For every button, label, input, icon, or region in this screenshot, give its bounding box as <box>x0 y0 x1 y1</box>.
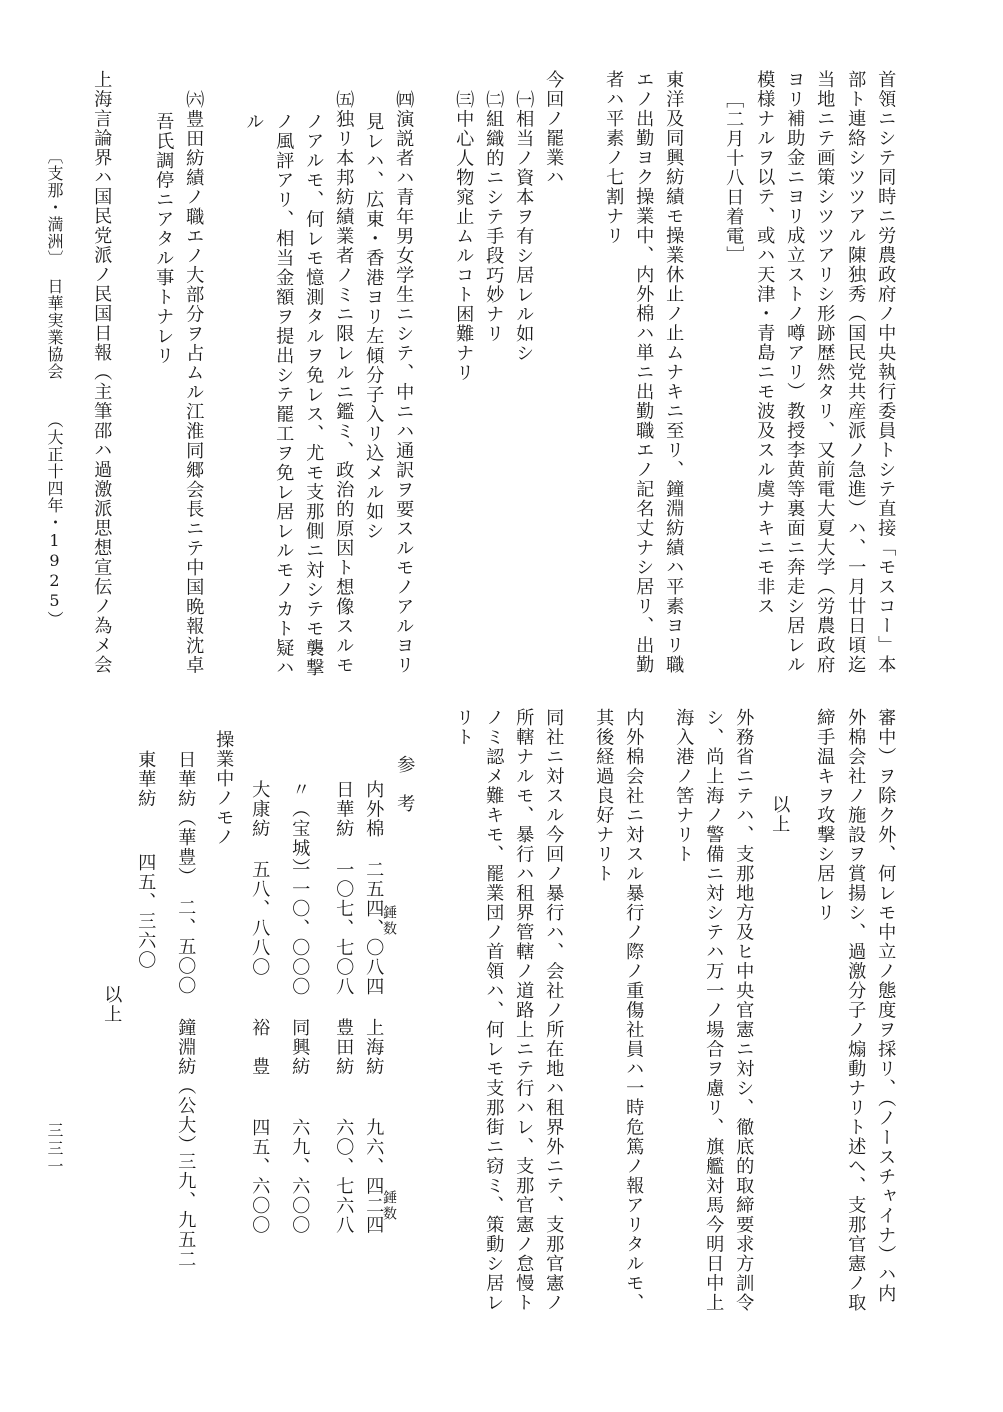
text-column: 今回ノ罷業ハ <box>543 70 565 187</box>
operating-label: 操業中ノモノ <box>213 730 235 847</box>
text-column: ノ風評アリ、相当金額ヲ提出シテ罷工ヲ免レ居レルモノカト疑ハ <box>273 112 295 678</box>
reference-row-value: 六九、六〇〇 <box>289 1118 311 1235</box>
text-column: ㈢中心人物窕止ムルコト困難ナリ <box>453 90 475 383</box>
reference-row-name: 日華紡（華豊） <box>175 750 197 887</box>
footer-date: （大正十四年・1925） <box>45 412 64 628</box>
reference-row-name: 裕 豊 <box>249 1018 271 1077</box>
reference-row-name: 豊田紡 <box>333 1018 355 1077</box>
reference-row-value: 三九、九五二 <box>175 1152 197 1269</box>
text-column: ［二月十八日着電］ <box>723 90 745 266</box>
footer-publisher: 日華実業協会 <box>45 278 64 380</box>
text-column: 吾氏調停ニアタル事トナレリ <box>153 112 175 366</box>
reference-row-value: 二、五〇〇 <box>175 898 197 996</box>
reference-unit: 錘数 <box>381 905 397 937</box>
reference-row-value: 五八、八八〇 <box>249 860 271 977</box>
page-number: 三三一 <box>45 1122 64 1176</box>
text-column: 者ハ平素ノ七割ナリ <box>603 70 625 246</box>
reference-row-name: 〃（宝城） <box>289 780 311 878</box>
text-column: ㈣演説者ハ青年男女学生ニシテ、中ニハ通訳ヲ要スルモノアルヨリ <box>393 90 415 675</box>
text-column: 首領ニシテ同時ニ労農政府ノ中央執行委員トシテ直接「モスコー」本 <box>875 70 897 675</box>
text-column: シ、尚上海ノ警備ニ対シテハ万一ノ場合ヲ慮リ、旗艦対馬今明日中上 <box>703 708 725 1313</box>
end-mark: 以上 <box>769 795 791 834</box>
footer-category: 〔支那・満洲〕 <box>45 148 64 267</box>
reference-row-name: 上海紡 <box>363 1018 385 1077</box>
text-column: 締手温キヲ攻撃シ居レリ <box>814 708 836 923</box>
text-column: ㈡組織的ニシテ手段巧妙ナリ <box>483 90 505 344</box>
reference-row-name: 東華紡 <box>135 750 157 809</box>
reference-row-value: 四五、六〇〇 <box>249 1118 271 1235</box>
reference-row-name: 鐘淵紡（公大） <box>175 1018 197 1155</box>
reference-row-value: 一〇七、七〇八 <box>333 860 355 997</box>
text-column: 同社ニ対スル今回ノ暴行ハ、会社ノ所在地ハ租界外ニテ、支那官憲ノ <box>543 708 565 1313</box>
reference-heading: 参 考 <box>394 755 416 814</box>
text-column: エノ出勤ヨク操業中、内外棉ハ単ニ出勤職エノ記名丈ナシ居リ、出勤 <box>633 70 655 675</box>
text-column: 所轄ナルモ、暴行ハ租界管轄ノ道路上ニテ行ハレ、支那官憲ノ怠慢ト <box>513 708 535 1313</box>
reference-row-value: 一一〇、〇〇〇 <box>289 860 311 997</box>
text-column: ノアルモ、何レモ憶測タルヲ免レス、尤モ支那側ニ対シテモ襲撃 <box>303 112 325 678</box>
reference-row-value: 四五、三六〇 <box>135 853 157 970</box>
reference-row-name: 大康紡 <box>249 780 271 839</box>
reference-row-name: 日華紡 <box>333 780 355 839</box>
text-column: ヨリ補助金ニヨリ成立ストノ噂アリ）教授李黄等裏面ニ奔走シ居レル <box>784 70 806 675</box>
reference-unit: 錘数 <box>381 1190 397 1222</box>
text-column: ル <box>243 112 265 132</box>
text-column: 内外棉会社ニ対スル暴行ノ際ノ重傷社員ハ一時危篤ノ報アリタルモ、 <box>623 708 645 1313</box>
text-column: 東洋及同興紡績モ操業休止ノ止ムナキニ至リ、鐘淵紡績ハ平素ヨリ職 <box>663 70 685 675</box>
end-mark: 以上 <box>101 985 123 1024</box>
text-column: 模様ナルヲ以テ、或ハ天津・青島ニモ波及スル虞ナキニモ非ス <box>754 70 776 616</box>
text-column: 其後経過良好ナリト <box>593 708 615 884</box>
text-column: ㈠相当ノ資本ヲ有シ居レル如シ <box>513 90 535 363</box>
reference-row-value: 二五四、〇八四 <box>363 860 385 997</box>
text-column: ノミ認メ難キモ、罷業団ノ首領ハ、何レモ支那街ニ窃ミ、策動シ居レ <box>483 708 505 1313</box>
reference-row-name: 内外棉 <box>363 780 385 839</box>
text-column: リト <box>453 708 475 747</box>
text-column: 外棉会社ノ施設ヲ賞揚シ、過激分子ノ煽動ナリト述ヘ、支那官憲ノ取 <box>845 708 867 1313</box>
reference-row-value: 九六、四二四 <box>363 1118 385 1235</box>
reference-row-value: 六〇、七六八 <box>333 1118 355 1235</box>
text-column: ㈥豊田紡績ノ職エノ大部分ヲ占ムル江淮同郷会長ニテ中国晩報沈卓 <box>183 90 205 675</box>
reference-row-name: 同興紡 <box>289 1018 311 1077</box>
text-column: 上海言論界ハ国民党派ノ民国日報（主筆邵ハ過激派思想宣伝ノ為メ会 <box>91 70 113 675</box>
text-column: 見レハ、広東・香港ヨリ左傾分子入リ込メル如シ <box>363 112 385 541</box>
text-column: 外務省ニテハ、支那地方及ヒ中央官憲ニ対シ、徹底的取締要求方訓令 <box>733 708 755 1313</box>
text-column: 審中）ヲ除ク外、何レモ中立ノ態度ヲ採リ、（ノースチャイナ）ハ内 <box>875 708 897 1304</box>
text-column: 部ト連絡シツツアル陳独秀（国民党共産派ノ急進）ハ、一月廿日頃迄 <box>845 70 867 675</box>
text-column: ㈤独リ本邦紡績業者ノミニ限レルニ鑑ミ、政治的原因ト想像スルモ <box>333 90 355 675</box>
text-column: 当地ニテ画策シツツアリシ形跡歴然タリ、又前電大夏大学（労農政府 <box>814 70 836 675</box>
text-column: 海入港ノ筈ナリト <box>673 708 695 864</box>
